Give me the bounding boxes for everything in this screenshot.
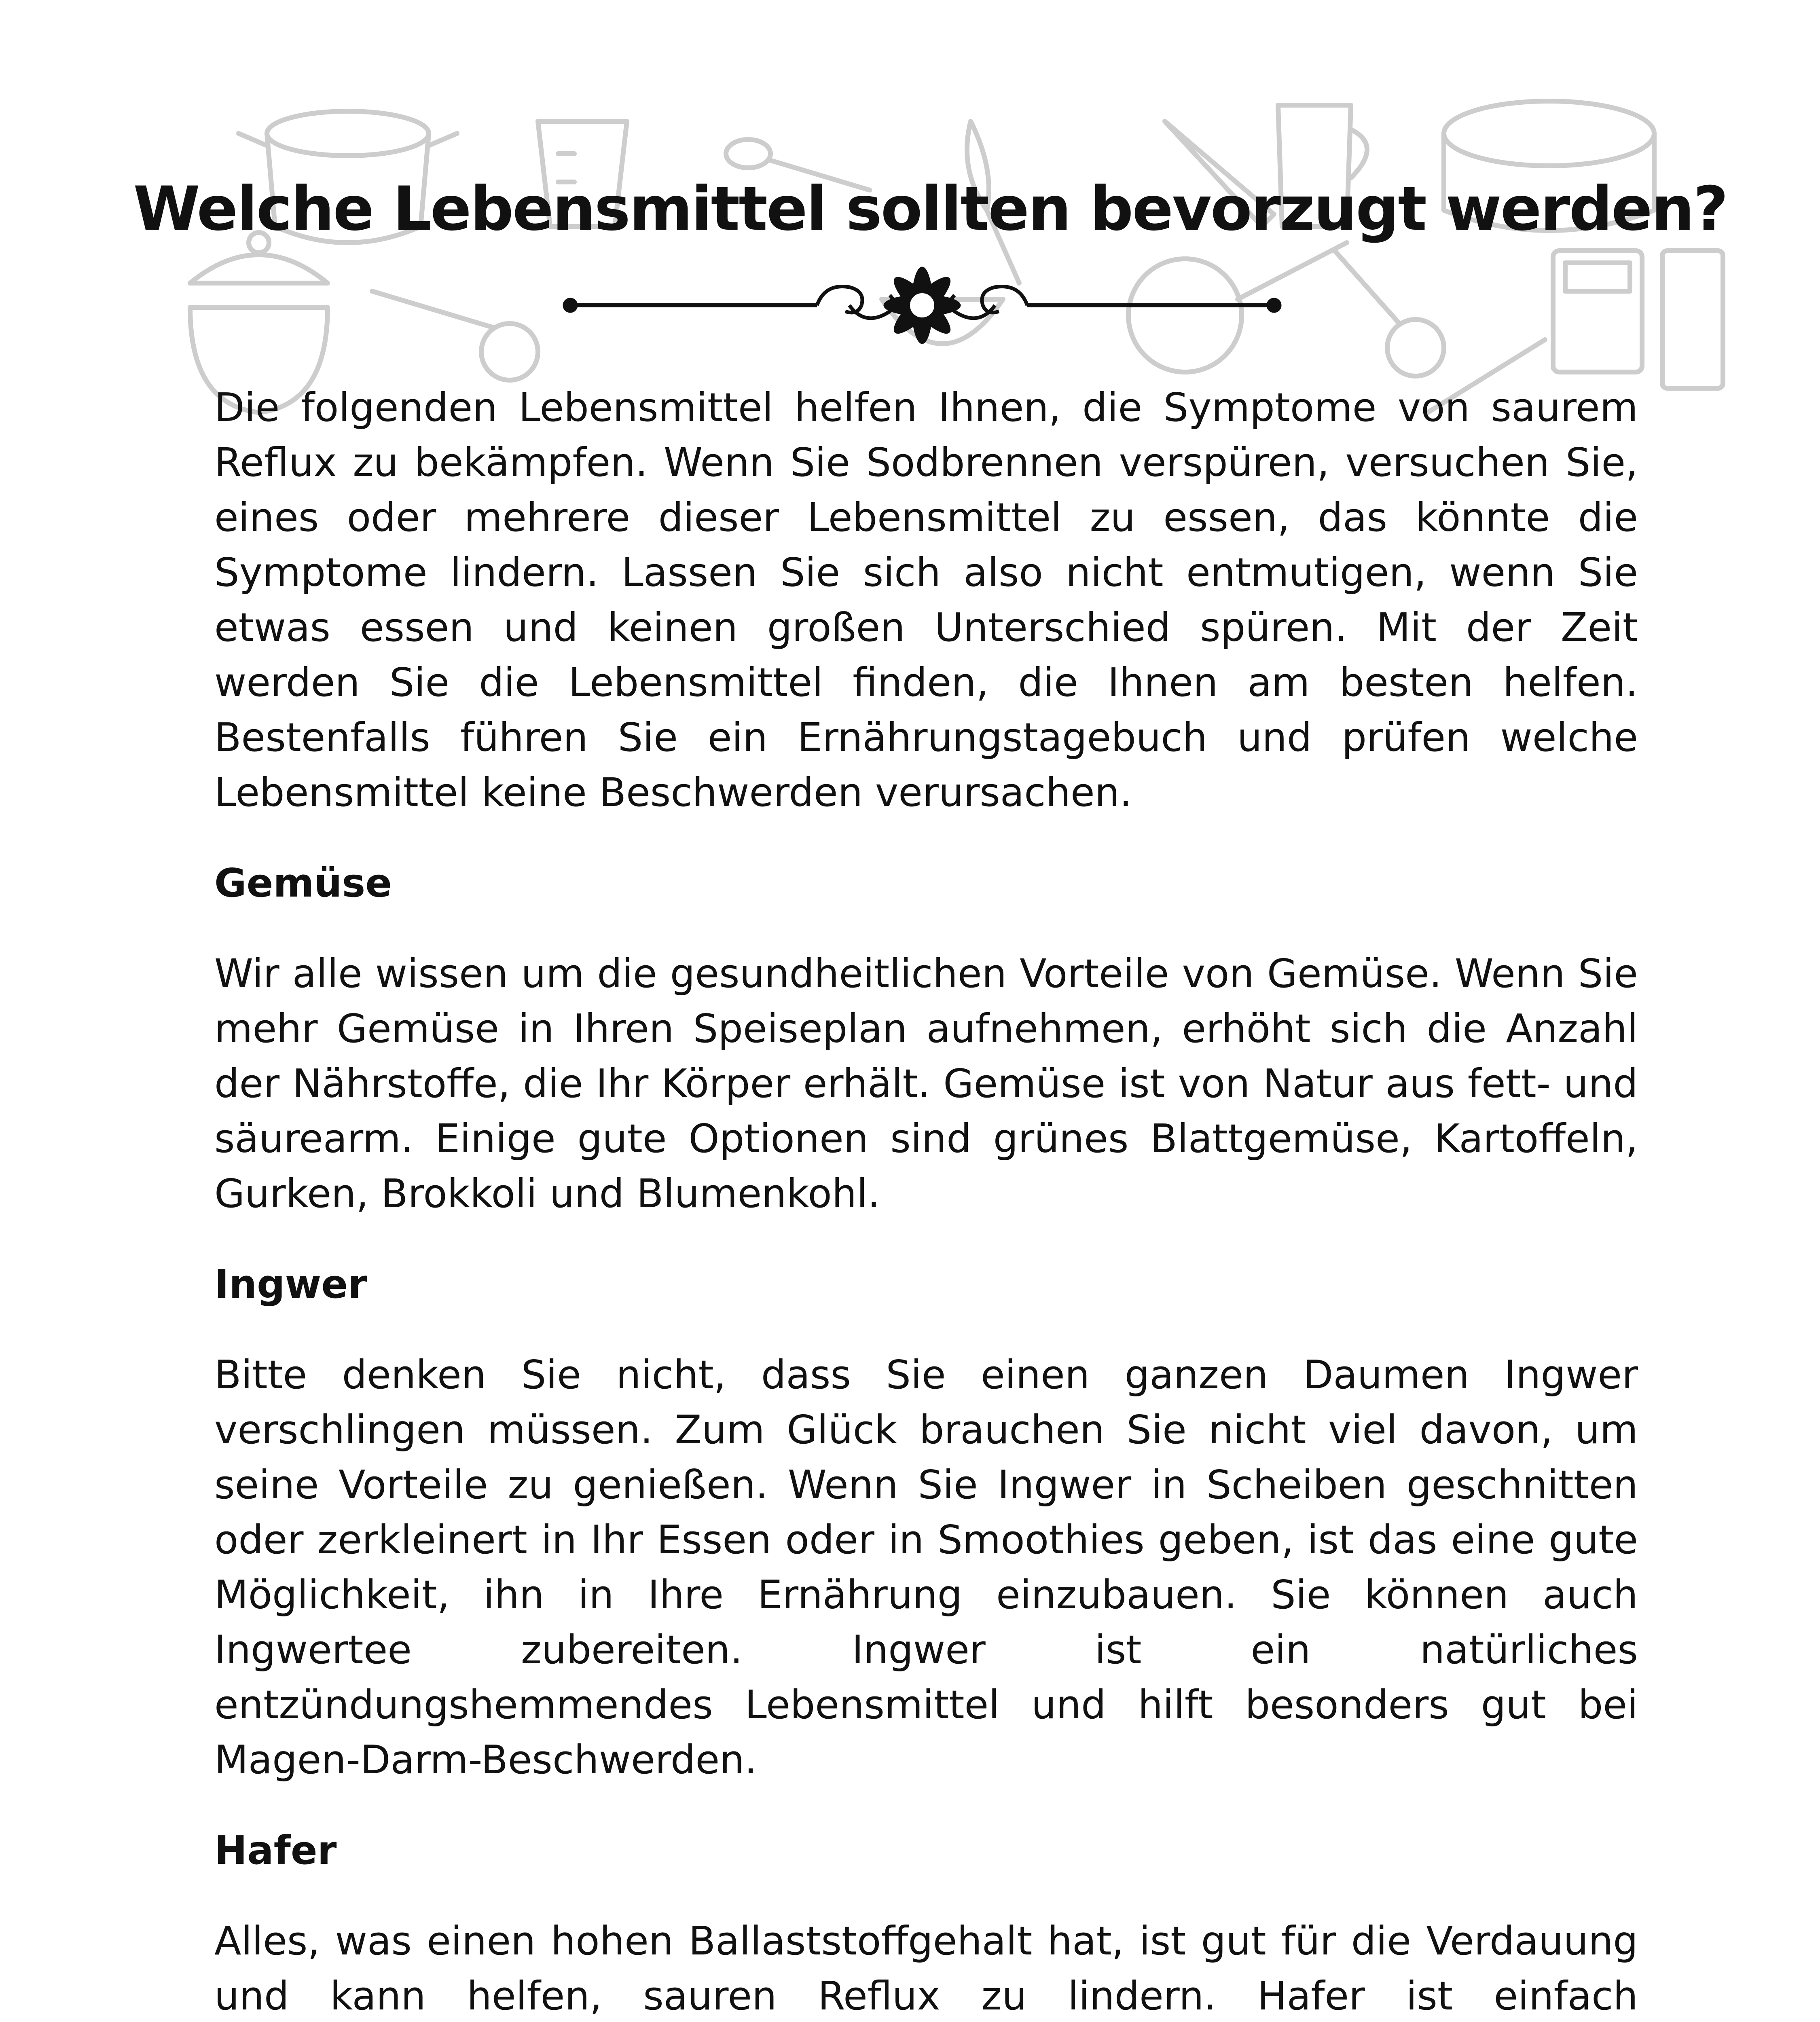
section-body-ingwer: Bitte denken Sie nicht, dass Sie einen ganzen Daumen Ingwer verschlingen müssen. Zum Glück brauchen Sie nicht viel davon, um seine Vorteile zu genießen. Wenn Sie Ingwer in Scheiben geschnitten oder zerkleinert in Ihr Essen oder in Smoothies geben, ist das eine gute Möglichkeit, ihn in Ihre Ernährung einzubauen. Sie können auch Ingwertee zubereiten. Ingwer ist ein natürliches entzündungshemmendes Lebensmittel und hilft besonders gut bei Magen-Darm-Beschwerden. (214, 1352, 1638, 1783)
section-body-gemuese: Wir alle wissen um die gesundheitlichen Vorteile von Gemüse. Wenn Sie mehr Gemüse in Ihren Speiseplan aufnehmen, erhöht sich die Anzahl der Nährstoffe, die Ihr Körper erhält. Gemüse ist von Natur aus fett- und säurearm. Einige gute Optionen sind grünes Blattgemüse, Kartoffeln, Gurken, Brokkoli und Blumenkohl. (214, 951, 1638, 1216)
intro-paragraph: Die folgenden Lebensmittel helfen Ihnen, die Symptome von saurem Reflux zu bekämpfen. Wenn Sie Sodbrennen verspüren, versuchen Sie, eines oder mehrere dieser Lebensmittel zu essen, das könnte die Symptome lindern. Lassen Sie sich also nicht entmutigen, wenn Sie etwas essen und keinen großen Unterschied spüren. Mit der Zeit werden Sie die Lebensmittel finden, die Ihnen am besten helfen. Bestenfalls führen Sie ein Ernährungstagebuch und prüfen welche Lebensmittel keine Beschwerden verursachen. (214, 385, 1638, 815)
flourish-divider-icon (558, 259, 1286, 356)
page-title: Welche Lebensmittel sollten bevorzugt werden? (133, 174, 1727, 244)
page-content (214, 380, 1638, 2022)
skimmer-ladle-icon (372, 291, 538, 380)
grater-icon (1662, 251, 1723, 388)
section-body-hafer: Alles, was einen hohen Ballaststoffgehalt hat, ist gut für die Verdauung und kann helfen, sauren Reflux zu lindern. Hafer ist einfach (214, 1918, 1638, 2019)
skimmer-ladle-icon-2 (1335, 251, 1444, 376)
section-heading-hafer: Hafer (214, 1827, 337, 1873)
calculator-icon (1553, 251, 1642, 372)
section-heading-gemuese: Gemüse (214, 860, 392, 906)
section-heading-ingwer: Ingwer (214, 1261, 367, 1307)
